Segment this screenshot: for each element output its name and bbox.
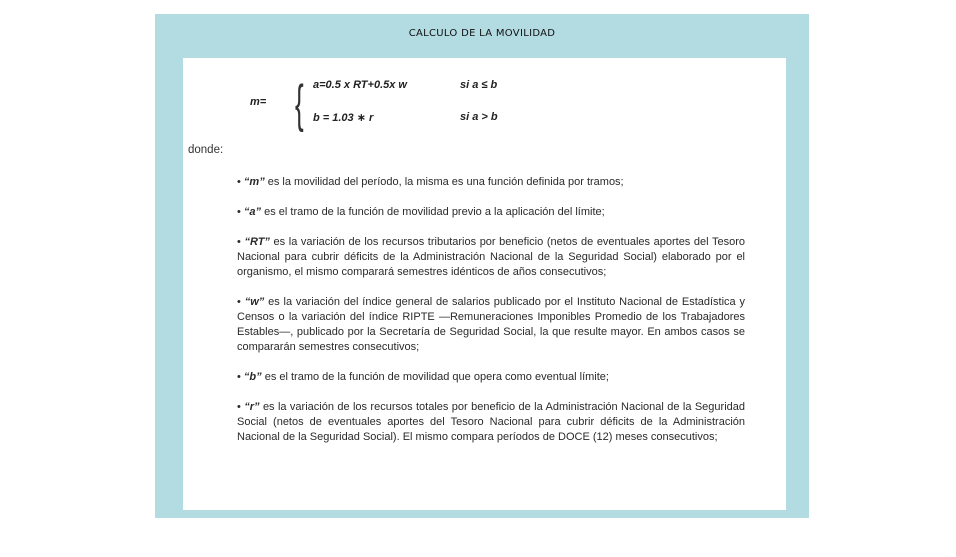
bullet: • bbox=[237, 236, 241, 248]
donde-label: donde: bbox=[188, 144, 224, 156]
definition-text: es la variación de los recursos tributarios por beneficio (netos de eventuales aportes del Tesoro Nacional para cubrir déficits de la Administración Nacional de la Seguridad Social) elaborado por el organismo, el mismo comparará semestres idénticos de años consecutivos; bbox=[237, 236, 745, 278]
bullet: • bbox=[237, 401, 241, 413]
definition-text: es el tramo de la función de movilidad previo a la aplicación del límite; bbox=[261, 206, 605, 218]
definition-text: es la variación del índice general de salarios publicado por el Instituto Nacional de Estadística y Censos o la variación del índice RIPTE —Remuneraciones Imponibles Promedio de los Trabajadores Estables—, publicado por la Secretaría de Seguridad Social, la que resulte mayor. En ambos casos se compararán semestres consecutivos; bbox=[237, 296, 745, 353]
definition-term: “w” bbox=[244, 296, 265, 308]
definition-text: es el tramo de la función de movilidad que opera como eventual límite; bbox=[261, 371, 609, 383]
definition-item-m bbox=[237, 175, 745, 190]
formula-case-1-expression: a=0.5 x RT+0.5x w bbox=[313, 79, 407, 91]
definition-term: “b” bbox=[243, 371, 262, 383]
definition-item-w bbox=[237, 295, 745, 355]
definition-text: es la variación de los recursos totales por beneficio de la Administración Nacional de la Seguridad Social (netos de eventuales aportes del Tesoro Nacional para cubrir déficits de la Administración Nacional de la Seguridad Social). El mismo compara períodos de DOCE (12) meses consecutivos; bbox=[237, 401, 745, 443]
definition-term: “m” bbox=[243, 176, 265, 188]
bullet: • bbox=[237, 371, 241, 383]
definition-item-rt bbox=[237, 235, 745, 280]
formula-case-1-condition: si a ≤ b bbox=[460, 79, 498, 91]
movilidad-formula bbox=[183, 58, 786, 138]
bullet: • bbox=[237, 296, 241, 308]
definition-item-b bbox=[237, 370, 745, 385]
bullet: • bbox=[237, 176, 241, 188]
definition-term: “RT” bbox=[244, 236, 270, 248]
formula-case-2-expression: b = 1.03 ∗ r bbox=[313, 112, 374, 124]
definition-text: es la movilidad del período, la misma es una función definida por tramos; bbox=[264, 176, 624, 188]
left-brace-icon: { bbox=[295, 75, 304, 133]
definition-term: “a” bbox=[243, 206, 262, 218]
slide-frame bbox=[155, 14, 809, 518]
bullet: • bbox=[237, 206, 241, 218]
definition-item-a bbox=[237, 205, 745, 220]
definition-item-r bbox=[237, 400, 745, 445]
formula-case-2-condition: si a > b bbox=[460, 111, 498, 123]
definition-term: “r” bbox=[244, 401, 260, 413]
formula-lhs: m= bbox=[250, 96, 267, 108]
document-image bbox=[183, 58, 786, 510]
definition-list bbox=[237, 175, 745, 460]
slide-title: CALCULO DE LA MOVILIDAD bbox=[408, 28, 556, 39]
